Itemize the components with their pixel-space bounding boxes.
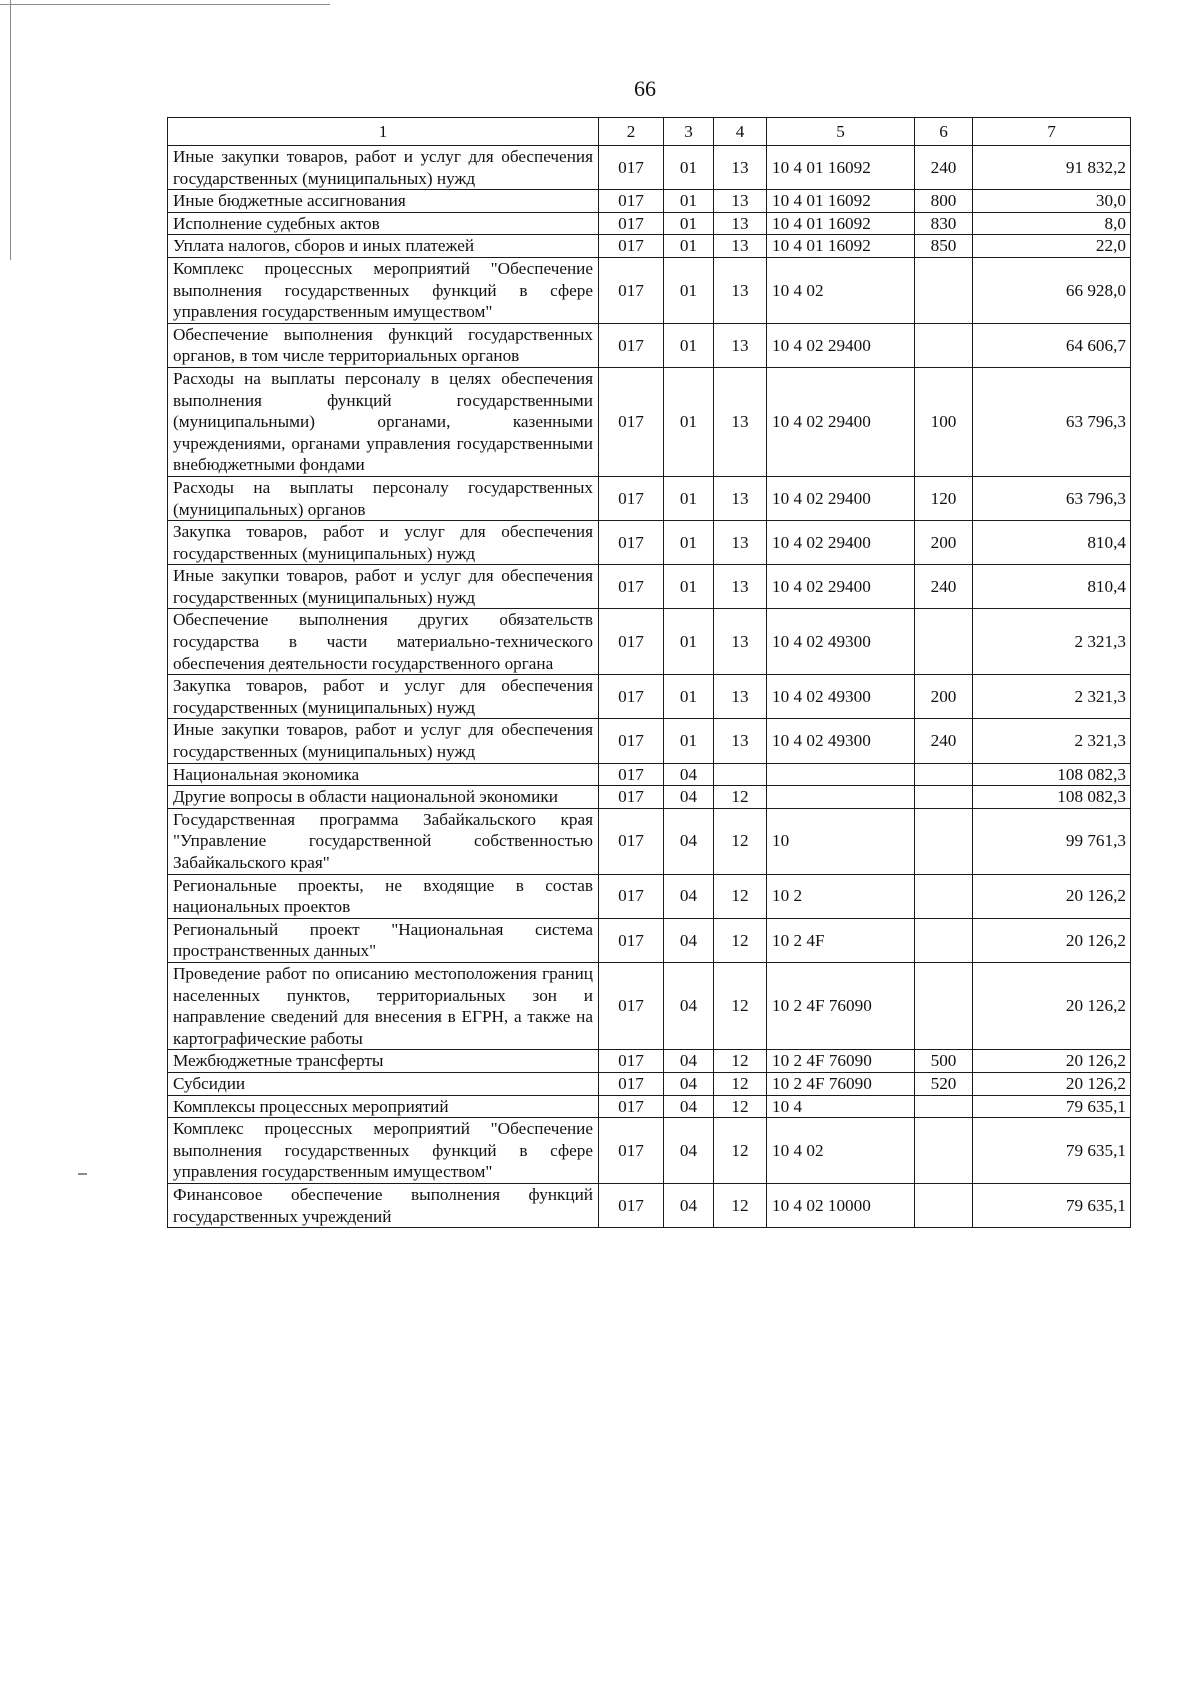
row-rz: 01 — [664, 609, 714, 675]
table-row — [168, 190, 1131, 213]
row-name: Региональные проекты, не входящие в состав национальных проектов — [168, 874, 599, 918]
row-name: Проведение работ по описанию местоположения границ населенных пунктов, территориальных зон и направление сведений для внесения в ЕГРН, а также на картографические работы — [168, 962, 599, 1049]
row-kcsr: 10 2 — [767, 874, 915, 918]
row-kcsr: 10 4 02 — [767, 1118, 915, 1184]
row-amount: 108 082,3 — [973, 786, 1131, 809]
table-row — [168, 962, 1131, 1049]
row-amount: 64 606,7 — [973, 323, 1131, 367]
row-kcsr: 10 2 4F 76090 — [767, 1050, 915, 1073]
table-row — [168, 476, 1131, 520]
scan-top-line — [0, 4, 330, 5]
table-row — [168, 763, 1131, 786]
row-vr: 520 — [915, 1072, 973, 1095]
row-ved: 017 — [599, 323, 664, 367]
table-row — [168, 1095, 1131, 1118]
row-kcsr: 10 4 02 29400 — [767, 323, 915, 367]
row-ved: 017 — [599, 1183, 664, 1227]
row-name: Иные закупки товаров, работ и услуг для обеспечения государственных (муниципальных) нужд — [168, 146, 599, 190]
table-row — [168, 1050, 1131, 1073]
row-kcsr: 10 4 01 16092 — [767, 190, 915, 213]
table-row — [168, 323, 1131, 367]
row-amount: 20 126,2 — [973, 1072, 1131, 1095]
table-row — [168, 918, 1131, 962]
row-vr — [915, 1118, 973, 1184]
row-vr: 200 — [915, 521, 973, 565]
row-name: Иные закупки товаров, работ и услуг для обеспечения государственных (муниципальных) нужд — [168, 565, 599, 609]
row-pr: 12 — [714, 808, 767, 874]
row-vr — [915, 323, 973, 367]
row-pr: 13 — [714, 323, 767, 367]
table-row — [168, 565, 1131, 609]
row-vr — [915, 609, 973, 675]
column-header: 4 — [714, 118, 767, 146]
row-rz: 04 — [664, 1050, 714, 1073]
row-kcsr: 10 4 02 — [767, 257, 915, 323]
budget-table — [167, 117, 1131, 1228]
row-amount: 810,4 — [973, 521, 1131, 565]
row-rz: 04 — [664, 1183, 714, 1227]
row-vr — [915, 808, 973, 874]
row-amount: 63 796,3 — [973, 367, 1131, 476]
row-amount: 108 082,3 — [973, 763, 1131, 786]
row-ved: 017 — [599, 1050, 664, 1073]
row-ved: 017 — [599, 476, 664, 520]
row-pr: 13 — [714, 190, 767, 213]
row-kcsr: 10 2 4F — [767, 918, 915, 962]
row-vr — [915, 763, 973, 786]
column-header: 2 — [599, 118, 664, 146]
row-rz: 01 — [664, 212, 714, 235]
row-rz: 01 — [664, 521, 714, 565]
row-kcsr: 10 4 02 29400 — [767, 476, 915, 520]
row-ved: 017 — [599, 719, 664, 763]
row-kcsr: 10 2 4F 76090 — [767, 1072, 915, 1095]
row-amount: 79 635,1 — [973, 1183, 1131, 1227]
row-vr: 100 — [915, 367, 973, 476]
row-name: Комплекс процессных мероприятий "Обеспечение выполнения государственных функций в сфере управления государственным имуществом" — [168, 257, 599, 323]
table-row — [168, 719, 1131, 763]
row-amount: 79 635,1 — [973, 1095, 1131, 1118]
row-kcsr: 10 4 02 29400 — [767, 367, 915, 476]
page-number: 66 — [634, 76, 656, 101]
row-pr: 12 — [714, 962, 767, 1049]
table-row — [168, 235, 1131, 258]
row-pr: 13 — [714, 367, 767, 476]
row-ved: 017 — [599, 808, 664, 874]
row-ved: 017 — [599, 763, 664, 786]
table-body — [168, 146, 1131, 1228]
row-kcsr: 10 4 01 16092 — [767, 235, 915, 258]
row-kcsr: 10 4 02 29400 — [767, 521, 915, 565]
row-ved: 017 — [599, 609, 664, 675]
row-ved: 017 — [599, 235, 664, 258]
row-name: Обеспечение выполнения функций государственных органов, в том числе территориальных органов — [168, 323, 599, 367]
row-ved: 017 — [599, 190, 664, 213]
row-pr — [714, 763, 767, 786]
row-vr: 120 — [915, 476, 973, 520]
row-amount: 20 126,2 — [973, 874, 1131, 918]
row-amount: 22,0 — [973, 235, 1131, 258]
row-name: Региональный проект "Национальная система пространственных данных" — [168, 918, 599, 962]
row-rz: 01 — [664, 257, 714, 323]
row-pr: 13 — [714, 146, 767, 190]
column-header: 3 — [664, 118, 714, 146]
row-kcsr: 10 2 4F 76090 — [767, 962, 915, 1049]
row-ved: 017 — [599, 367, 664, 476]
row-name: Комплексы процессных мероприятий — [168, 1095, 599, 1118]
row-vr: 800 — [915, 190, 973, 213]
table-row — [168, 1183, 1131, 1227]
row-name: Другие вопросы в области национальной экономики — [168, 786, 599, 809]
table-row — [168, 1072, 1131, 1095]
table-row — [168, 675, 1131, 719]
row-amount: 63 796,3 — [973, 476, 1131, 520]
row-rz: 01 — [664, 675, 714, 719]
row-vr — [915, 786, 973, 809]
row-name: Межбюджетные трансферты — [168, 1050, 599, 1073]
row-kcsr: 10 4 02 29400 — [767, 565, 915, 609]
row-amount: 79 635,1 — [973, 1118, 1131, 1184]
row-ved: 017 — [599, 1118, 664, 1184]
row-rz: 04 — [664, 918, 714, 962]
row-name: Государственная программа Забайкальского края "Управление государственной собственностью Забайкальского края" — [168, 808, 599, 874]
row-vr: 850 — [915, 235, 973, 258]
table-row — [168, 786, 1131, 809]
row-pr: 12 — [714, 1095, 767, 1118]
row-ved: 017 — [599, 962, 664, 1049]
row-amount: 2 321,3 — [973, 675, 1131, 719]
row-kcsr: 10 4 02 10000 — [767, 1183, 915, 1227]
table-row — [168, 1118, 1131, 1184]
row-rz: 04 — [664, 786, 714, 809]
row-vr: 500 — [915, 1050, 973, 1073]
row-ved: 017 — [599, 918, 664, 962]
row-pr: 12 — [714, 1118, 767, 1184]
row-pr: 13 — [714, 675, 767, 719]
row-amount: 8,0 — [973, 212, 1131, 235]
row-name: Расходы на выплаты персоналу в целях обеспечения выполнения функций государственными (муниципальными) органами, казенными учреждениями, органами управления государственными внебюджетными фондами — [168, 367, 599, 476]
row-ved: 017 — [599, 146, 664, 190]
row-pr: 12 — [714, 786, 767, 809]
scan-dash-mark — [78, 1173, 87, 1175]
table-row — [168, 521, 1131, 565]
table-row — [168, 212, 1131, 235]
table-row — [168, 609, 1131, 675]
row-amount: 20 126,2 — [973, 962, 1131, 1049]
row-pr: 13 — [714, 257, 767, 323]
row-name: Уплата налогов, сборов и иных платежей — [168, 235, 599, 258]
row-ved: 017 — [599, 257, 664, 323]
row-name: Исполнение судебных актов — [168, 212, 599, 235]
row-rz: 01 — [664, 190, 714, 213]
row-ved: 017 — [599, 675, 664, 719]
row-kcsr — [767, 763, 915, 786]
row-rz: 04 — [664, 763, 714, 786]
row-name: Иные бюджетные ассигнования — [168, 190, 599, 213]
row-pr: 13 — [714, 212, 767, 235]
row-name: Расходы на выплаты персоналу государственных (муниципальных) органов — [168, 476, 599, 520]
row-amount: 99 761,3 — [973, 808, 1131, 874]
row-vr: 200 — [915, 675, 973, 719]
row-kcsr: 10 4 02 49300 — [767, 609, 915, 675]
row-pr: 13 — [714, 476, 767, 520]
row-amount: 2 321,3 — [973, 719, 1131, 763]
row-vr: 240 — [915, 565, 973, 609]
row-ved: 017 — [599, 521, 664, 565]
row-pr: 12 — [714, 1050, 767, 1073]
table-row — [168, 367, 1131, 476]
row-kcsr: 10 4 02 49300 — [767, 719, 915, 763]
row-vr — [915, 1183, 973, 1227]
row-pr: 13 — [714, 719, 767, 763]
row-rz: 01 — [664, 719, 714, 763]
row-name: Обеспечение выполнения других обязательств государства в части материально-технического обеспечения деятельности государственного органа — [168, 609, 599, 675]
row-rz: 01 — [664, 323, 714, 367]
row-rz: 01 — [664, 235, 714, 258]
row-name: Субсидии — [168, 1072, 599, 1095]
table-row — [168, 874, 1131, 918]
row-amount: 20 126,2 — [973, 1050, 1131, 1073]
scan-edge-line — [10, 0, 11, 260]
row-rz: 04 — [664, 1095, 714, 1118]
row-pr: 13 — [714, 521, 767, 565]
table-row — [168, 257, 1131, 323]
row-name: Закупка товаров, работ и услуг для обеспечения государственных (муниципальных) нужд — [168, 521, 599, 565]
row-rz: 04 — [664, 874, 714, 918]
row-amount: 66 928,0 — [973, 257, 1131, 323]
row-name: Национальная экономика — [168, 763, 599, 786]
row-kcsr: 10 4 01 16092 — [767, 146, 915, 190]
row-kcsr: 10 4 01 16092 — [767, 212, 915, 235]
row-rz: 01 — [664, 565, 714, 609]
table-row — [168, 808, 1131, 874]
row-ved: 017 — [599, 212, 664, 235]
row-kcsr: 10 — [767, 808, 915, 874]
column-header: 5 — [767, 118, 915, 146]
row-ved: 017 — [599, 1095, 664, 1118]
row-ved: 017 — [599, 786, 664, 809]
row-rz: 04 — [664, 1118, 714, 1184]
row-amount: 2 321,3 — [973, 609, 1131, 675]
row-rz: 01 — [664, 146, 714, 190]
row-vr — [915, 874, 973, 918]
row-kcsr: 10 4 — [767, 1095, 915, 1118]
row-pr: 13 — [714, 235, 767, 258]
row-rz: 04 — [664, 808, 714, 874]
row-rz: 01 — [664, 476, 714, 520]
row-ved: 017 — [599, 565, 664, 609]
row-amount: 30,0 — [973, 190, 1131, 213]
row-amount: 810,4 — [973, 565, 1131, 609]
row-vr: 240 — [915, 146, 973, 190]
row-rz: 01 — [664, 367, 714, 476]
row-name: Закупка товаров, работ и услуг для обеспечения государственных (муниципальных) нужд — [168, 675, 599, 719]
row-vr — [915, 962, 973, 1049]
row-kcsr — [767, 786, 915, 809]
row-pr: 12 — [714, 1072, 767, 1095]
row-name: Иные закупки товаров, работ и услуг для обеспечения государственных (муниципальных) нужд — [168, 719, 599, 763]
row-rz: 04 — [664, 962, 714, 1049]
table-row — [168, 146, 1131, 190]
row-vr — [915, 257, 973, 323]
row-name: Комплекс процессных мероприятий "Обеспечение выполнения государственных функций в сфере управления государственным имуществом" — [168, 1118, 599, 1184]
row-amount: 20 126,2 — [973, 918, 1131, 962]
column-header: 6 — [915, 118, 973, 146]
row-pr: 12 — [714, 1183, 767, 1227]
row-ved: 017 — [599, 1072, 664, 1095]
row-vr — [915, 1095, 973, 1118]
table-header-row — [168, 118, 1131, 146]
row-pr: 12 — [714, 874, 767, 918]
row-kcsr: 10 4 02 49300 — [767, 675, 915, 719]
row-pr: 13 — [714, 609, 767, 675]
row-vr: 830 — [915, 212, 973, 235]
row-vr: 240 — [915, 719, 973, 763]
row-pr: 13 — [714, 565, 767, 609]
column-header: 7 — [973, 118, 1131, 146]
column-header: 1 — [168, 118, 599, 146]
row-rz: 04 — [664, 1072, 714, 1095]
row-name: Финансовое обеспечение выполнения функций государственных учреждений — [168, 1183, 599, 1227]
row-amount: 91 832,2 — [973, 146, 1131, 190]
row-ved: 017 — [599, 874, 664, 918]
row-pr: 12 — [714, 918, 767, 962]
row-vr — [915, 918, 973, 962]
